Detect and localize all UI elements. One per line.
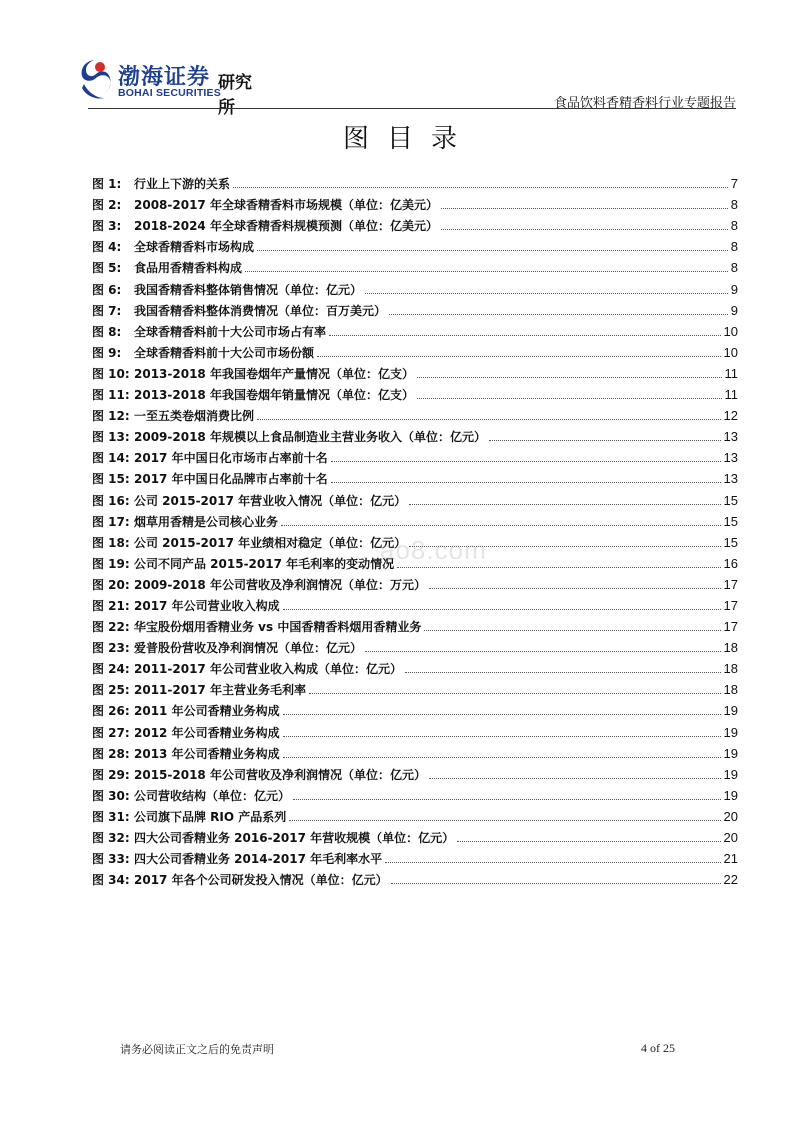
toc-entry-title: 我国香精香料整体销售情况（单位：亿元） <box>134 282 363 297</box>
toc-entry-page: 13 <box>723 450 738 466</box>
toc-entry-label: 图 9: <box>92 345 122 360</box>
toc-entry[interactable] <box>92 614 738 635</box>
toc-dot-leader <box>441 207 728 209</box>
toc-entry-label: 图 27: <box>92 725 130 740</box>
toc-entry[interactable] <box>92 171 738 192</box>
toc-entry-title: 全球香精香料前十大公司市场份额 <box>134 345 315 360</box>
toc-dot-leader <box>409 503 720 505</box>
toc-entry-label: 图 29: <box>92 767 130 782</box>
toc-entry-page: 12 <box>723 408 738 424</box>
toc-entry-title: 2011-2017 年公司营业收入构成（单位：亿元） <box>134 662 402 677</box>
toc-entry-title: 行业上下游的关系 <box>134 177 231 192</box>
toc-dot-leader <box>424 629 720 631</box>
toc-entry-page: 17 <box>723 576 738 592</box>
toc-entry-label: 图 16: <box>92 493 130 508</box>
page-header <box>0 0 800 118</box>
toc-entry-label: 图 8: <box>92 324 122 339</box>
toc-dot-leader <box>331 460 721 462</box>
toc-entry[interactable] <box>92 677 738 698</box>
toc-entry-label: 图 24: <box>92 662 130 677</box>
toc-dot-leader <box>331 481 721 483</box>
toc-entry-title: 2017 年各个公司研发投入情况（单位：亿元） <box>134 873 388 888</box>
toc-entry[interactable] <box>92 846 738 867</box>
toc-dot-leader <box>283 608 721 610</box>
toc-dot-leader <box>417 376 722 378</box>
toc-entry[interactable] <box>92 255 738 276</box>
toc-dot-leader <box>405 671 721 673</box>
toc-entry-title: 2015-2018 年公司营收及净利润情况（单位：亿元） <box>134 767 426 782</box>
toc-entry[interactable] <box>92 382 738 403</box>
bohai-securities-logo <box>78 58 258 118</box>
toc-dot-leader <box>365 292 728 294</box>
toc-entry-page: 15 <box>723 492 738 508</box>
toc-entry-page: 19 <box>723 766 738 782</box>
toc-entry[interactable] <box>92 867 738 888</box>
toc-entry-label: 图 26: <box>92 704 130 719</box>
toc-dot-leader <box>317 355 721 357</box>
toc-entry-title: 食品用香精香料构成 <box>134 261 243 276</box>
toc-entry-page: 19 <box>723 745 738 761</box>
toc-entry-label: 图 2: <box>92 198 122 213</box>
toc-entry[interactable] <box>92 192 738 213</box>
toc-dot-leader <box>385 861 720 863</box>
toc-dot-leader <box>429 587 721 589</box>
toc-entry-page: 15 <box>723 534 738 550</box>
toc-dot-leader <box>365 650 721 652</box>
toc-entry-title: 公司营收结构（单位：亿元） <box>134 788 291 803</box>
toc-entry-label: 图 1: <box>92 177 122 192</box>
toc-entry[interactable] <box>92 445 738 466</box>
toc-entry-title: 烟草用香精是公司核心业务 <box>134 514 279 529</box>
toc-entry[interactable] <box>92 213 738 234</box>
toc-dot-leader <box>283 756 721 758</box>
toc-entry-label: 图 30: <box>92 788 130 803</box>
toc-entry-title: 全球香精香料市场构成 <box>134 240 255 255</box>
toc-entry[interactable] <box>92 804 738 825</box>
toc-entry-label: 图 19: <box>92 556 130 571</box>
toc-entry-label: 图 14: <box>92 451 130 466</box>
toc-entry[interactable] <box>92 635 738 656</box>
toc-entry-title: 2011 年公司香精业务构成 <box>134 704 280 719</box>
toc-entry-title: 一至五类卷烟消费比例 <box>134 409 255 424</box>
toc-entry-label: 图 23: <box>92 641 130 656</box>
toc-entry[interactable] <box>92 719 738 740</box>
toc-entry-label: 图 10: <box>92 366 130 381</box>
toc-entry-page: 21 <box>723 851 738 867</box>
toc-entry-title: 公司不同产品 2015-2017 年毛利率的变动情况 <box>134 556 395 571</box>
toc-entry-label: 图 5: <box>92 261 122 276</box>
toc-entry-label: 图 32: <box>92 831 130 845</box>
toc-entry-page: 20 <box>723 808 738 824</box>
toc-entry-title: 我国香精香料整体消费情况（单位：百万美元） <box>134 303 387 318</box>
toc-entry-page: 19 <box>723 787 738 803</box>
toc-entry-title: 2012 年公司香精业务构成 <box>134 725 280 740</box>
toc-entry-label: 图 12: <box>92 409 130 424</box>
toc-entry-label: 图 25: <box>92 683 130 698</box>
toc-entry-label: 图 11: <box>92 388 130 403</box>
toc-entry[interactable] <box>92 424 738 445</box>
page-title: 图目录 <box>342 124 475 154</box>
toc-entry-page: 13 <box>723 471 738 487</box>
bohai-logo-icon <box>78 58 114 102</box>
toc-entry[interactable] <box>92 741 738 762</box>
toc-entry-title: 四大公司香精业务 2014-2017 年毛利率水平 <box>134 852 383 867</box>
toc-dot-leader <box>441 228 728 230</box>
toc-dot-leader <box>245 270 728 272</box>
footer-page-number: 4 of 25 <box>641 1041 675 1055</box>
toc-entry-page: 19 <box>723 703 738 719</box>
toc-entry-label: 图 4: <box>92 240 122 255</box>
toc-entry-label: 图 7: <box>92 303 122 318</box>
watermark: ao8.com <box>380 535 487 565</box>
toc-entry-page: 16 <box>723 555 738 571</box>
toc-entry-title: 2017 年中国日化品牌市占率前十名 <box>134 472 328 487</box>
toc-entry[interactable] <box>92 509 738 530</box>
toc-entry-page: 13 <box>723 429 738 445</box>
toc-entry-page: 11 <box>724 365 738 381</box>
report-title: 食品饮料香精香料行业专题报告 <box>553 96 736 111</box>
toc-entry[interactable] <box>92 276 738 297</box>
toc-entry-label: 图 31: <box>92 809 130 824</box>
toc-entry-page: 8 <box>730 239 738 255</box>
toc-entry-label: 图 15: <box>92 472 130 487</box>
toc-entry-title: 2009-2018 年规模以上食品制造业主营业务收入（单位：亿元） <box>134 430 486 445</box>
logo-english-name: BOHAI SECURITIES <box>118 87 221 99</box>
toc-dot-leader <box>293 798 721 800</box>
toc-entry-page: 10 <box>723 323 738 339</box>
toc-entry-title: 公司 2015-2017 年业绩相对稳定（单位：亿元） <box>134 535 407 550</box>
toc-entry-title: 2013-2018 年我国卷烟年产量情况（单位：亿支） <box>134 366 414 381</box>
toc-entry-title: 公司 2015-2017 年营业收入情况（单位：亿元） <box>134 493 407 508</box>
toc-dot-leader <box>289 819 720 821</box>
toc-entry-title: 全球香精香料前十大公司市场占有率 <box>134 324 327 339</box>
toc-entry-page: 8 <box>730 260 738 276</box>
toc-dot-leader <box>283 735 721 737</box>
toc-entry[interactable] <box>92 572 738 593</box>
toc-dot-leader <box>429 777 721 779</box>
toc-entry-page: 8 <box>730 197 738 213</box>
toc-entry-page: 19 <box>723 724 738 740</box>
toc-entry[interactable] <box>92 593 738 614</box>
toc-entry-page: 11 <box>724 387 738 403</box>
toc-entry[interactable] <box>92 487 738 508</box>
toc-dot-leader <box>329 334 721 336</box>
toc-entry-label: 图 3: <box>92 219 122 234</box>
toc-dot-leader <box>489 439 721 441</box>
toc-entry-title: 公司旗下品牌 RIO 产品系列 <box>134 809 287 824</box>
toc-entry-page: 10 <box>723 344 738 360</box>
toc-entry-title: 2011-2017 年主营业务毛利率 <box>134 683 306 698</box>
toc-entry-label: 图 6: <box>92 282 122 297</box>
institute-name: 研究所 <box>218 73 252 118</box>
toc-entry[interactable] <box>92 234 738 255</box>
toc-entry[interactable] <box>92 340 738 361</box>
toc-entry-title: 2013-2018 年我国卷烟年销量情况（单位：亿支） <box>134 388 414 403</box>
toc-entry-page: 22 <box>723 872 738 888</box>
toc-entry-page: 18 <box>723 682 738 698</box>
toc-dot-leader <box>309 692 721 694</box>
toc-entry-page: 17 <box>723 597 738 613</box>
toc-entry-label: 图 21: <box>92 598 130 613</box>
toc-entry[interactable] <box>92 825 738 846</box>
toc-entry-page: 18 <box>723 661 738 677</box>
toc-entry-page: 15 <box>723 513 738 529</box>
toc-dot-leader <box>233 186 728 188</box>
toc-entry-page: 8 <box>730 218 738 234</box>
toc-entry-title: 爱普股份营收及净利润情况（单位：亿元） <box>134 641 363 656</box>
toc-entry[interactable] <box>92 298 738 319</box>
toc-entry-page: 17 <box>723 619 738 635</box>
footer-disclaimer: 请务必阅读正文之后的免责声明 <box>120 1043 274 1056</box>
toc-entry-title: 四大公司香精业务 2016-2017 年营收规模（单位：亿元） <box>134 831 455 845</box>
toc-entry-title: 2017 年公司营业收入构成 <box>134 598 280 613</box>
toc-entry-label: 图 17: <box>92 514 130 529</box>
toc-entry-page: 9 <box>730 302 738 318</box>
toc-entry-label: 图 13: <box>92 430 130 445</box>
toc-dot-leader <box>417 397 722 399</box>
toc-entry[interactable] <box>92 762 738 783</box>
toc-dot-leader <box>281 524 721 526</box>
logo-chinese-name: 渤海证券 <box>118 64 211 90</box>
toc-entry-label: 图 22: <box>92 620 130 635</box>
toc-dot-leader <box>397 566 720 568</box>
toc-entry-title: 2008-2017 年全球香精香料市场规模（单位：亿美元） <box>134 198 438 213</box>
toc-entry-title: 2013 年公司香精业务构成 <box>134 746 280 761</box>
toc-entry[interactable] <box>92 319 738 340</box>
toc-entry-page: 20 <box>723 830 738 845</box>
toc-entry[interactable] <box>92 656 738 677</box>
toc-dot-leader <box>257 249 728 251</box>
toc-entry-label: 图 20: <box>92 577 130 592</box>
toc-entry-label: 图 28: <box>92 746 130 761</box>
toc-entry[interactable] <box>92 403 738 424</box>
toc-entry-page: 18 <box>723 640 738 656</box>
toc-entry-label: 图 33: <box>92 852 130 867</box>
toc-dot-leader <box>283 713 721 715</box>
figure-toc-list <box>92 171 738 888</box>
toc-entry-page: 9 <box>730 281 738 297</box>
toc-dot-leader <box>391 882 721 884</box>
toc-dot-leader <box>257 418 721 420</box>
toc-entry-label: 图 34: <box>92 873 130 888</box>
toc-entry-title: 2017 年中国日化市场市占率前十名 <box>134 451 328 466</box>
toc-entry-title: 华宝股份烟用香精业务 vs 中国香精香料烟用香精业务 <box>134 620 422 635</box>
toc-dot-leader <box>389 313 728 315</box>
toc-entry-title: 2009-2018 年公司营收及净利润情况（单位：万元） <box>134 577 426 592</box>
toc-entry[interactable] <box>92 698 738 719</box>
header-divider <box>88 108 736 109</box>
toc-dot-leader <box>457 840 720 842</box>
toc-entry-label: 图 18: <box>92 535 130 550</box>
toc-entry[interactable] <box>92 783 738 804</box>
toc-entry[interactable] <box>92 361 738 382</box>
toc-entry[interactable] <box>92 466 738 487</box>
toc-entry-title: 2018-2024 年全球香精香料规模预测（单位：亿美元） <box>134 219 438 234</box>
toc-entry-page: 7 <box>730 176 738 192</box>
